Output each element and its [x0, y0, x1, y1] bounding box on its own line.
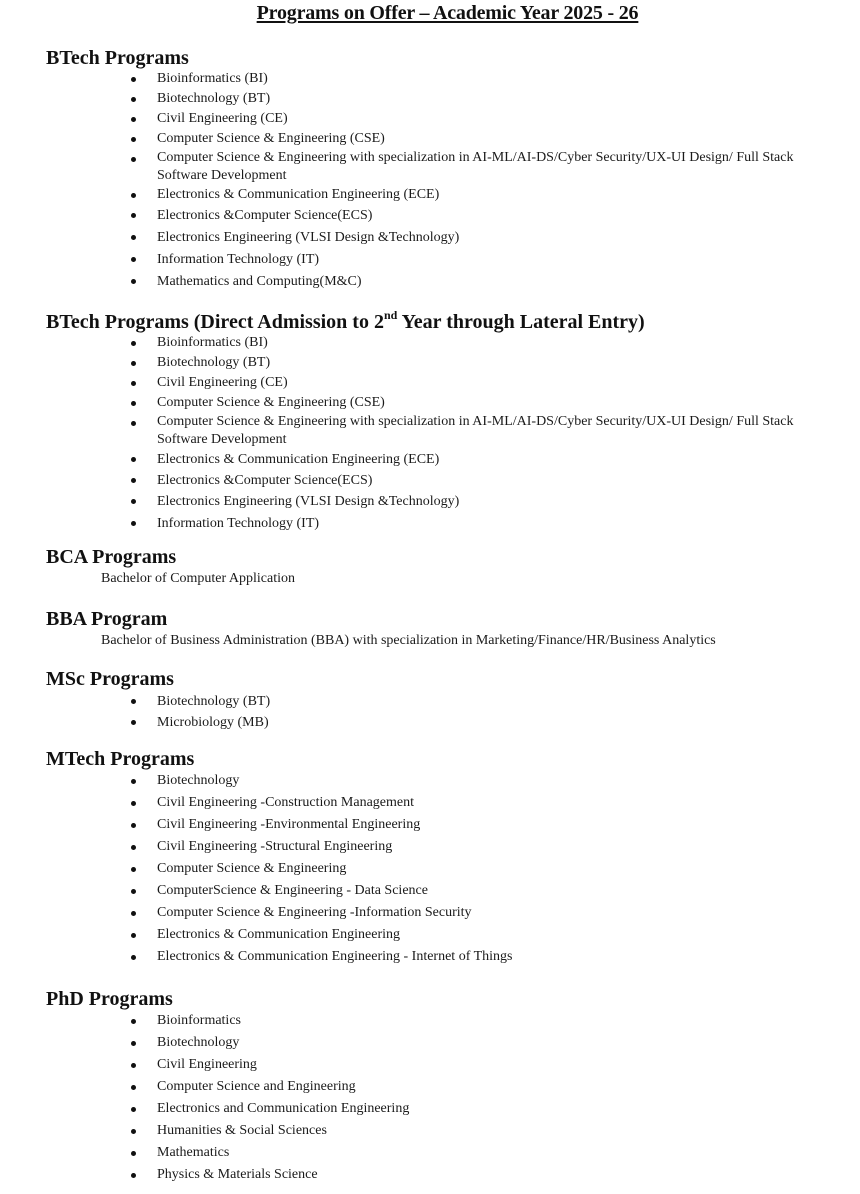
- bullet-icon: [131, 1041, 136, 1046]
- list-item: Civil Engineering (CE): [46, 373, 834, 393]
- bullet-icon: [131, 1063, 136, 1068]
- list-item: Biotechnology: [46, 770, 513, 792]
- list-btech: [46, 69, 834, 293]
- list-item: Electronics & Communication Engineering (ECE): [46, 185, 834, 205]
- section-heading-btech-lateral: BTech Programs (Direct Admission to 2nd Year through Lateral Entry): [46, 308, 645, 333]
- list-item: Civil Engineering -Construction Management: [46, 792, 513, 814]
- section-btech: [46, 46, 834, 293]
- bullet-icon: [131, 1019, 136, 1024]
- bullet-icon: [131, 1107, 136, 1112]
- program-description-bca: Bachelor of Computer Application: [101, 571, 296, 586]
- list-msc: [46, 691, 270, 733]
- list-item: Computer Science & Engineering: [46, 858, 513, 880]
- bullet-icon: [131, 779, 136, 784]
- section-msc: [46, 667, 270, 733]
- bullet-icon: [131, 421, 136, 426]
- bullet-icon: [131, 117, 136, 122]
- list-item: Computer Science & Engineering with specialization in AI-ML/AI-DS/Cyber Security/UX-UI Design/ Full Stack Software Development: [46, 149, 834, 185]
- list-item: Information Technology (IT): [46, 249, 834, 271]
- list-item: Biotechnology (BT): [46, 691, 270, 712]
- bullet-icon: [131, 137, 136, 142]
- bullet-icon: [131, 1129, 136, 1134]
- bullet-icon: [131, 499, 136, 504]
- program-description-bba: Bachelor of Business Administration (BBA) with specialization in Marketing/Finance/HR/Business Analytics: [101, 633, 716, 648]
- section-heading-msc: MSc Programs: [46, 668, 174, 690]
- bullet-icon: [131, 361, 136, 366]
- section-bca: [46, 545, 295, 589]
- list-item: Bioinformatics (BI): [46, 333, 834, 353]
- bullet-icon: [131, 867, 136, 872]
- list-item: Electronics Engineering (VLSI Design &Technology): [46, 227, 834, 249]
- list-item: Mathematics: [46, 1142, 409, 1164]
- list-item: Electronics &Computer Science(ECS): [46, 470, 834, 491]
- section-heading-phd: PhD Programs: [46, 988, 173, 1010]
- list-item: Electronics & Communication Engineering: [46, 924, 513, 946]
- list-item: Civil Engineering (CE): [46, 109, 834, 129]
- list-item: Electronics & Communication Engineering - Internet of Things: [46, 946, 513, 968]
- list-item: Bioinformatics: [46, 1010, 409, 1032]
- bullet-icon: [131, 193, 136, 198]
- bullet-icon: [131, 235, 136, 240]
- bullet-icon: [131, 889, 136, 894]
- bullet-icon: [131, 720, 136, 725]
- bullet-icon: [131, 955, 136, 960]
- list-item: Biotechnology: [46, 1032, 409, 1054]
- bullet-icon: [131, 279, 136, 284]
- bullet-icon: [131, 1085, 136, 1090]
- list-item: Civil Engineering -Environmental Engineering: [46, 814, 513, 836]
- bullet-icon: [131, 801, 136, 806]
- bullet-icon: [131, 97, 136, 102]
- list-item: Mathematics and Computing(M&C): [46, 271, 834, 293]
- list-item: ComputerScience & Engineering - Data Science: [46, 880, 513, 902]
- list-item: Electronics Engineering (VLSI Design &Technology): [46, 491, 834, 513]
- list-item: Electronics and Communication Engineering: [46, 1098, 409, 1120]
- list-item: Biotechnology (BT): [46, 353, 834, 373]
- list-item: Civil Engineering: [46, 1054, 409, 1076]
- section-heading-btech: BTech Programs: [46, 47, 189, 69]
- list-item: Information Technology (IT): [46, 513, 834, 535]
- bullet-icon: [131, 341, 136, 346]
- section-mtech: [46, 747, 513, 968]
- list-item: Biotechnology (BT): [46, 89, 834, 109]
- section-heading-mtech: MTech Programs: [46, 748, 195, 770]
- list-item: Microbiology (MB): [46, 712, 270, 733]
- list-item: Electronics &Computer Science(ECS): [46, 205, 834, 227]
- list-item: Computer Science & Engineering -Information Security: [46, 902, 513, 924]
- bullet-icon: [131, 457, 136, 462]
- section-heading-bba: BBA Program: [46, 608, 168, 630]
- bullet-icon: [131, 213, 136, 218]
- list-item: Computer Science & Engineering with specialization in AI-ML/AI-DS/Cyber Security/UX-UI Design/ Full Stack Software Development: [46, 413, 834, 449]
- list-item: Civil Engineering -Structural Engineering: [46, 836, 513, 858]
- section-bba: [46, 607, 716, 651]
- list-item: Electronics & Communication Engineering (ECE): [46, 449, 834, 470]
- bullet-icon: [131, 911, 136, 916]
- bullet-icon: [131, 845, 136, 850]
- bullet-icon: [131, 521, 136, 526]
- bullet-icon: [131, 1151, 136, 1156]
- bullet-icon: [131, 257, 136, 262]
- section-heading-bca: BCA Programs: [46, 546, 177, 568]
- list-item: Humanities & Social Sciences: [46, 1120, 409, 1142]
- list-item: Computer Science & Engineering (CSE): [46, 129, 834, 149]
- section-phd: [46, 987, 409, 1186]
- list-item: Bioinformatics (BI): [46, 69, 834, 89]
- page-title: Programs on Offer – Academic Year 2025 - 26: [256, 2, 639, 24]
- section-btech-lateral: [46, 310, 834, 535]
- bullet-icon: [131, 699, 136, 704]
- bullet-icon: [131, 1173, 136, 1178]
- list-item: Computer Science and Engineering: [46, 1076, 409, 1098]
- list-item: Physics & Materials Science: [46, 1164, 409, 1186]
- bullet-icon: [131, 401, 136, 406]
- list-mtech: [46, 770, 513, 968]
- list-btech-lateral: [46, 333, 834, 535]
- bullet-icon: [131, 157, 136, 162]
- bullet-icon: [131, 77, 136, 82]
- bullet-icon: [131, 478, 136, 483]
- bullet-icon: [131, 381, 136, 386]
- bullet-icon: [131, 823, 136, 828]
- list-item: Computer Science & Engineering (CSE): [46, 393, 834, 413]
- list-phd: [46, 1010, 409, 1186]
- bullet-icon: [131, 933, 136, 938]
